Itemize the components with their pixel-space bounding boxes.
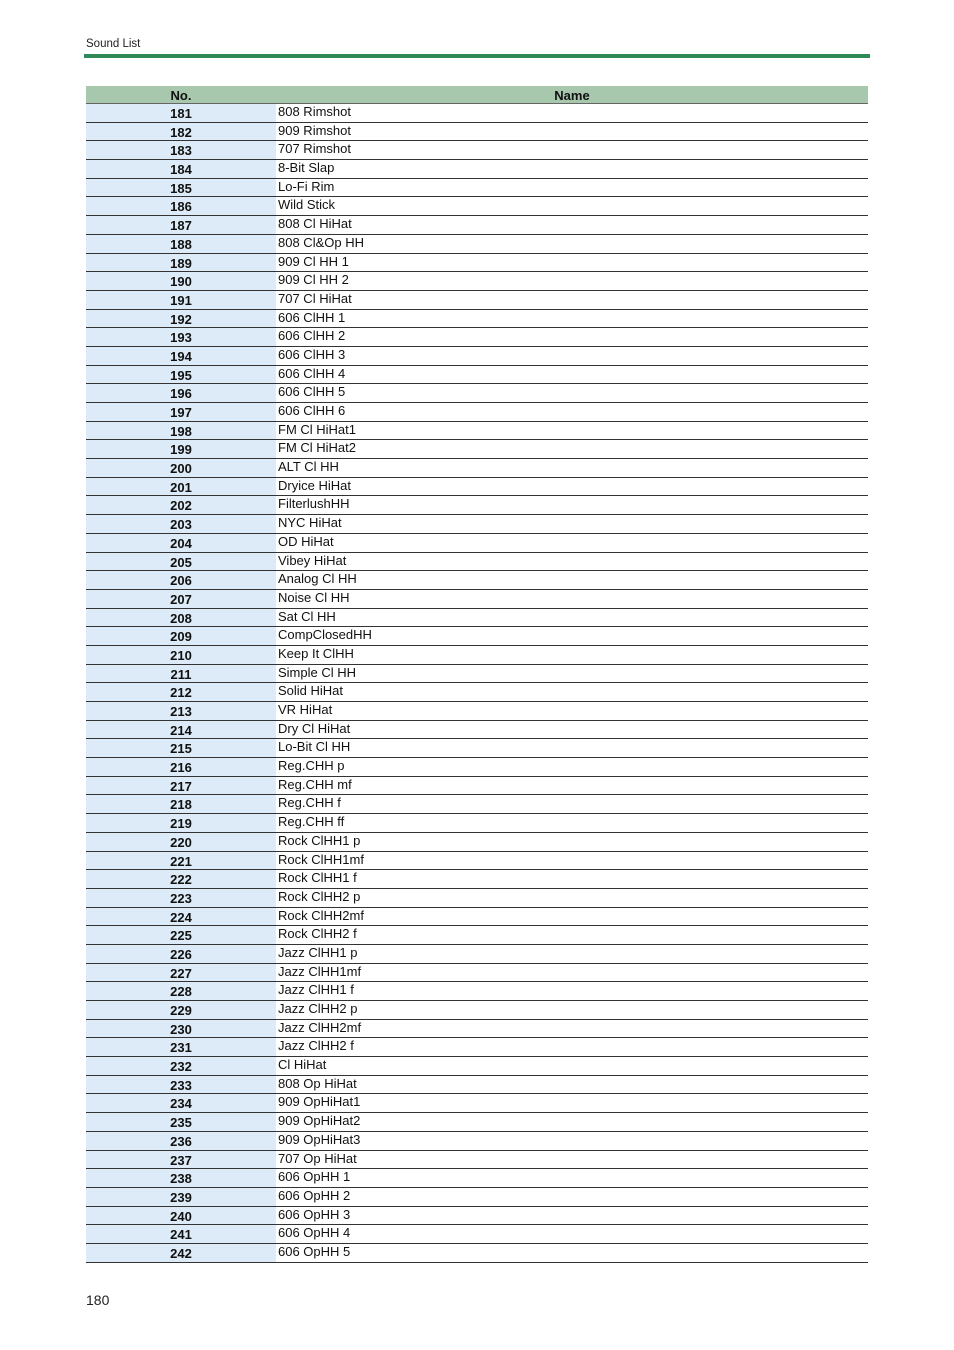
- table-row: [86, 908, 868, 927]
- table-row: [86, 235, 868, 254]
- sound-name: Reg.CHH p: [278, 758, 345, 774]
- sound-number: 222: [86, 870, 276, 888]
- table-row: [86, 422, 868, 441]
- sound-name: Solid HiHat: [278, 683, 344, 699]
- sound-number: 195: [86, 366, 276, 384]
- table-row: [86, 384, 868, 403]
- table-row: [86, 889, 868, 908]
- sound-number: 237: [86, 1151, 276, 1169]
- table-row: [86, 459, 868, 478]
- table-row: [86, 1020, 868, 1039]
- sound-name: 909 Cl HH 1: [278, 253, 349, 269]
- table-row: [86, 534, 868, 553]
- sound-name: 909 Rimshot: [278, 122, 351, 138]
- sound-number: 208: [86, 609, 276, 627]
- sound-name: Lo-Fi Rim: [278, 178, 335, 194]
- sound-number: 191: [86, 291, 276, 309]
- sound-name: 606 ClHH 5: [278, 384, 346, 400]
- sound-number: 236: [86, 1132, 276, 1150]
- table-row: [86, 1244, 868, 1263]
- sound-list-table: [86, 86, 868, 1263]
- table-row: [86, 1207, 868, 1226]
- table-row: [86, 1132, 868, 1151]
- table-row: [86, 926, 868, 945]
- sound-number: 194: [86, 347, 276, 365]
- sound-number: 197: [86, 403, 276, 421]
- sound-number: 219: [86, 814, 276, 832]
- sound-name: 606 ClHH 6: [278, 403, 346, 418]
- table-row: [86, 1076, 868, 1095]
- table-row: [86, 104, 868, 123]
- sound-number: 201: [86, 478, 276, 496]
- table-row: [86, 347, 868, 366]
- sound-name: Noise Cl HH: [278, 589, 350, 605]
- sound-name: Rock ClHH1 f: [278, 870, 357, 886]
- table-row: [86, 590, 868, 609]
- sound-name: 808 Cl&Op HH: [278, 234, 364, 250]
- sound-name: 909 OpHiHat2: [278, 1113, 361, 1129]
- sound-number: 215: [86, 739, 276, 757]
- table-row: [86, 1038, 868, 1057]
- sound-number: 204: [86, 534, 276, 552]
- table-row: [86, 160, 868, 179]
- sound-name: Reg.CHH ff: [278, 814, 345, 830]
- sound-number: 190: [86, 272, 276, 290]
- sound-number: 218: [86, 795, 276, 813]
- table-row: [86, 328, 868, 347]
- sound-number: 183: [86, 141, 276, 159]
- sound-number: 229: [86, 1001, 276, 1019]
- section-title: Sound List: [86, 38, 141, 50]
- sound-name: Dryice HiHat: [278, 477, 351, 493]
- table-header: [86, 86, 868, 104]
- sound-name: 808 Rimshot: [278, 104, 351, 119]
- sound-number: 210: [86, 646, 276, 664]
- sound-number: 192: [86, 310, 276, 328]
- table-row: [86, 272, 868, 291]
- table-row: [86, 571, 868, 590]
- sound-number: 202: [86, 496, 276, 514]
- sound-number: 189: [86, 254, 276, 272]
- sound-number: 231: [86, 1038, 276, 1056]
- sound-number: 232: [86, 1057, 276, 1075]
- sound-number: 188: [86, 235, 276, 253]
- table-row: [86, 609, 868, 628]
- table-row: [86, 1151, 868, 1170]
- sound-name: FM Cl HiHat2: [278, 440, 357, 456]
- sound-name: 606 OpHH 4: [278, 1225, 351, 1241]
- sound-name: Sat Cl HH: [278, 608, 336, 624]
- sound-name: OD HiHat: [278, 533, 334, 549]
- sound-name: 909 Cl HH 2: [278, 272, 349, 288]
- table-row: [86, 366, 868, 385]
- sound-name: 606 ClHH 2: [278, 328, 346, 344]
- sound-number: 193: [86, 328, 276, 346]
- table-row: [86, 945, 868, 964]
- table-row: [86, 403, 868, 422]
- column-header-name: Name: [554, 88, 590, 103]
- table-row: [86, 1169, 868, 1188]
- table-row: [86, 478, 868, 497]
- sound-name: 707 Op HiHat: [278, 1150, 357, 1166]
- sound-number: 226: [86, 945, 276, 963]
- sound-name: Rock ClHH2 p: [278, 888, 361, 904]
- table-row: [86, 216, 868, 235]
- table-row: [86, 683, 868, 702]
- sound-name: Analog Cl HH: [278, 571, 357, 587]
- sound-name: Wild Stick: [278, 197, 336, 213]
- sound-name: Rock ClHH2mf: [278, 907, 364, 923]
- sound-number: 213: [86, 702, 276, 720]
- table-row: [86, 197, 868, 216]
- sound-number: 205: [86, 553, 276, 571]
- table-row: [86, 833, 868, 852]
- sound-name: FilterlushHH: [278, 496, 350, 512]
- sound-name: Jazz ClHH2mf: [278, 1019, 362, 1035]
- sound-number: 199: [86, 440, 276, 458]
- sound-name: Jazz ClHH1 f: [278, 982, 354, 998]
- sound-number: 198: [86, 422, 276, 440]
- sound-name: 707 Cl HiHat: [278, 290, 352, 306]
- sound-number: 221: [86, 852, 276, 870]
- table-row: [86, 1188, 868, 1207]
- table-row: [86, 179, 868, 198]
- sound-name: Cl HiHat: [278, 1057, 327, 1073]
- table-row: [86, 665, 868, 684]
- sound-name: 606 OpHH 2: [278, 1187, 351, 1203]
- sound-name: Jazz ClHH1mf: [278, 963, 362, 979]
- sound-number: 184: [86, 160, 276, 178]
- sound-number: 182: [86, 123, 276, 141]
- table-row: [86, 852, 868, 871]
- sound-name: Simple Cl HH: [278, 664, 357, 680]
- sound-number: 196: [86, 384, 276, 402]
- sound-name: Jazz ClHH1 p: [278, 944, 358, 960]
- sound-name: Reg.CHH f: [278, 795, 341, 811]
- table-row: [86, 1113, 868, 1132]
- table-row: [86, 254, 868, 273]
- table-row: [86, 964, 868, 983]
- table-body: [86, 104, 868, 1263]
- table-row: [86, 627, 868, 646]
- sound-name: 606 OpHH 1: [278, 1169, 351, 1185]
- sound-name: Vibey HiHat: [278, 552, 347, 568]
- table-row: [86, 646, 868, 665]
- sound-name: 606 OpHH 3: [278, 1206, 351, 1222]
- sound-number: 216: [86, 758, 276, 776]
- sound-name: 909 OpHiHat1: [278, 1094, 361, 1110]
- sound-name: 808 Cl HiHat: [278, 216, 352, 232]
- table-row: [86, 814, 868, 833]
- table-row: [86, 440, 868, 459]
- table-row: [86, 982, 868, 1001]
- sound-number: 220: [86, 833, 276, 851]
- sound-name: Rock ClHH1mf: [278, 851, 364, 867]
- sound-number: 217: [86, 777, 276, 795]
- sound-name: NYC HiHat: [278, 515, 342, 531]
- sound-number: 203: [86, 515, 276, 533]
- table-row: [86, 310, 868, 329]
- sound-name: Rock ClHH1 p: [278, 832, 361, 848]
- table-row: [86, 739, 868, 758]
- sound-name: 707 Rimshot: [278, 141, 351, 157]
- sound-number: 242: [86, 1244, 276, 1262]
- sound-number: 234: [86, 1094, 276, 1112]
- sound-name: Jazz ClHH2 f: [278, 1038, 354, 1054]
- sound-number: 235: [86, 1113, 276, 1131]
- sound-name: CompClosedHH: [278, 627, 372, 643]
- sound-number: 187: [86, 216, 276, 234]
- sound-name: 808 Op HiHat: [278, 1075, 357, 1091]
- table-row: [86, 795, 868, 814]
- sound-number: 223: [86, 889, 276, 907]
- sound-number: 211: [86, 665, 276, 683]
- sound-name: ALT Cl HH: [278, 459, 339, 475]
- sound-name: Reg.CHH mf: [278, 776, 352, 792]
- sound-number: 239: [86, 1188, 276, 1206]
- sound-name: 909 OpHiHat3: [278, 1131, 361, 1147]
- sound-number: 241: [86, 1225, 276, 1243]
- sound-name: 606 ClHH 4: [278, 365, 346, 381]
- sound-number: 200: [86, 459, 276, 477]
- sound-number: 206: [86, 571, 276, 589]
- sound-number: 230: [86, 1020, 276, 1038]
- sound-name: Lo-Bit Cl HH: [278, 739, 351, 755]
- sound-number: 224: [86, 908, 276, 926]
- header-divider: [84, 54, 870, 58]
- table-row: [86, 777, 868, 796]
- table-row: [86, 1001, 868, 1020]
- table-row: [86, 141, 868, 160]
- table-row: [86, 1094, 868, 1113]
- sound-name: Keep It ClHH: [278, 645, 354, 661]
- sound-number: 207: [86, 590, 276, 608]
- sound-name: Dry Cl HiHat: [278, 720, 351, 736]
- column-header-no: No.: [170, 88, 192, 103]
- sound-number: 228: [86, 982, 276, 1000]
- sound-number: 185: [86, 179, 276, 197]
- table-row: [86, 553, 868, 572]
- sound-number: 212: [86, 683, 276, 701]
- sound-number: 225: [86, 926, 276, 944]
- sound-number: 186: [86, 197, 276, 215]
- table-row: [86, 870, 868, 889]
- table-row: [86, 1225, 868, 1244]
- sound-number: 214: [86, 721, 276, 739]
- sound-name: Jazz ClHH2 p: [278, 1001, 358, 1016]
- sound-number: 181: [86, 104, 276, 122]
- sound-number: 209: [86, 627, 276, 645]
- sound-name: VR HiHat: [278, 702, 333, 717]
- sound-name: 606 ClHH 3: [278, 346, 346, 362]
- sound-number: 240: [86, 1207, 276, 1225]
- table-row: [86, 515, 868, 534]
- table-row: [86, 721, 868, 740]
- table-row: [86, 702, 868, 721]
- page-number: 180: [86, 1292, 110, 1308]
- sound-number: 227: [86, 964, 276, 982]
- sound-number: 238: [86, 1169, 276, 1187]
- table-row: [86, 291, 868, 310]
- table-row: [86, 1057, 868, 1076]
- sound-name: 606 OpHH 5: [278, 1243, 351, 1259]
- sound-name: Rock ClHH2 f: [278, 926, 357, 942]
- sound-name: 606 ClHH 1: [278, 309, 346, 325]
- table-row: [86, 758, 868, 777]
- sound-name: 8-Bit Slap: [278, 160, 335, 176]
- table-row: [86, 123, 868, 142]
- table-row: [86, 496, 868, 515]
- sound-name: FM Cl HiHat1: [278, 421, 357, 437]
- sound-number: 233: [86, 1076, 276, 1094]
